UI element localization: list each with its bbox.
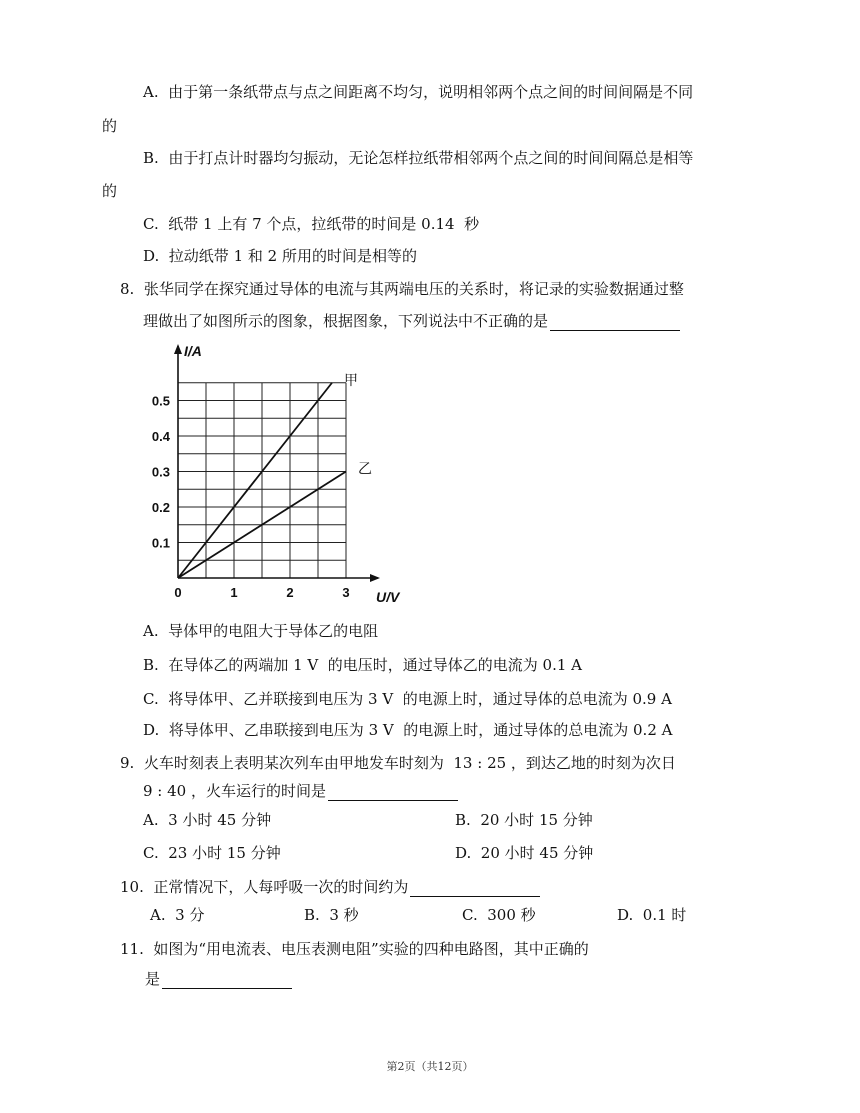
- x-tick-label: 2: [286, 585, 294, 600]
- q10-answer-blank[interactable]: [410, 880, 540, 897]
- q7-option-a-line2: 的: [102, 117, 118, 135]
- chart-series: [178, 373, 372, 578]
- chart-grid: [178, 383, 346, 578]
- chart-ticks: [152, 394, 350, 601]
- q8-option-a: A. 导体甲的电阻大于导体乙的电阻: [143, 622, 379, 640]
- q9-option-a: A. 3 小时 45 分钟: [143, 811, 272, 829]
- q9-stem-line1: 9. 火车时刻表上表明某次列车由甲地发车时刻为 13 : 25 ，到达乙地的时刻为次日: [120, 754, 676, 772]
- q8-option-b: B. 在导体乙的两端加 1 V 的电压时，通过导体乙的电流为 0.1 A: [143, 656, 583, 674]
- q8-stem-line2: [143, 311, 680, 331]
- q11-stem-line2: [145, 969, 292, 989]
- y-axis-label: I/A: [184, 343, 202, 359]
- q7-option-b-line2: 的: [102, 182, 118, 200]
- q11-stem-line1: 11. 如图为“用电流表、电压表测电阻”实验的四种电路图，其中正确的: [120, 940, 589, 958]
- y-tick-label: 0.4: [151, 429, 170, 444]
- q10-option-c: C. 300 秒: [462, 906, 536, 924]
- x-axis-arrow: [370, 574, 380, 582]
- x-axis-label: U/V: [376, 589, 400, 602]
- y-axis-arrow: [174, 344, 182, 354]
- q8-stem-text: 理做出了如图所示的图象，根据图象，下列说法中不正确的是: [143, 312, 549, 330]
- series-line-0: [178, 383, 332, 578]
- q11-stem-text: 是: [145, 970, 161, 988]
- q9-answer-blank[interactable]: [328, 784, 458, 801]
- q9-option-c: C. 23 小时 15 分钟: [143, 844, 281, 862]
- iv-chart: [136, 334, 416, 602]
- y-tick-label: 0.3: [151, 464, 170, 480]
- y-tick-label: 0.1: [151, 535, 170, 551]
- q9-option-b: B. 20 小时 15 分钟: [455, 811, 593, 829]
- q10-stem-text: 10. 正常情况下，人每呼吸一次的时间约为: [120, 878, 409, 896]
- q8-option-d: D. 将导体甲、乙串联接到电压为 3 V 的电源上时，通过导体的总电流为 0.2 A: [143, 721, 673, 739]
- q9-option-d: D. 20 小时 45 分钟: [455, 844, 594, 862]
- page-footer: 第2页（共12页）: [386, 1060, 474, 1073]
- q7-option-a-line1: A. 由于第一条纸带点与点之间距离不均匀，说明相邻两个点之间的时间间隔是不同: [143, 83, 694, 101]
- series-label-1: 乙: [358, 461, 372, 478]
- x-tick-label: 1: [230, 585, 238, 600]
- q7-option-b-line1: B. 由于打点计时器均匀振动，无论怎样拉纸带相邻两个点之间的时间间隔总是相等: [143, 149, 694, 167]
- q7-option-d: D. 拉动纸带 1 和 2 所用的时间是相等的: [143, 247, 417, 265]
- q9-stem-text: 9 : 40 ，火车运行的时间是: [143, 782, 326, 800]
- q8-option-c: C. 将导体甲、乙并联接到电压为 3 V 的电源上时，通过导体的总电流为 0.9 A: [143, 690, 672, 708]
- q10-stem: [120, 877, 540, 897]
- q8-stem-line1: 8. 张华同学在探究通过导体的电流与其两端电压的关系时，将记录的实验数据通过整: [120, 280, 684, 298]
- q8-answer-blank[interactable]: [550, 314, 680, 331]
- q11-answer-blank[interactable]: [162, 972, 292, 989]
- q7-option-c: C. 纸带 1 上有 7 个点，拉纸带的时间是 0.14 秒: [143, 215, 480, 233]
- series-label-0: 甲: [344, 372, 358, 389]
- q9-stem-line2: [143, 781, 458, 801]
- y-tick-label: 0.2: [151, 500, 170, 515]
- q10-option-b: B. 3 秒: [304, 906, 359, 924]
- q10-option-d: D. 0.1 时: [617, 906, 687, 924]
- x-tick-label: 3: [342, 585, 350, 600]
- q10-option-a: A. 3 分: [150, 906, 205, 924]
- y-tick-label: 0.5: [151, 393, 170, 409]
- x-tick-label: 0: [174, 585, 182, 600]
